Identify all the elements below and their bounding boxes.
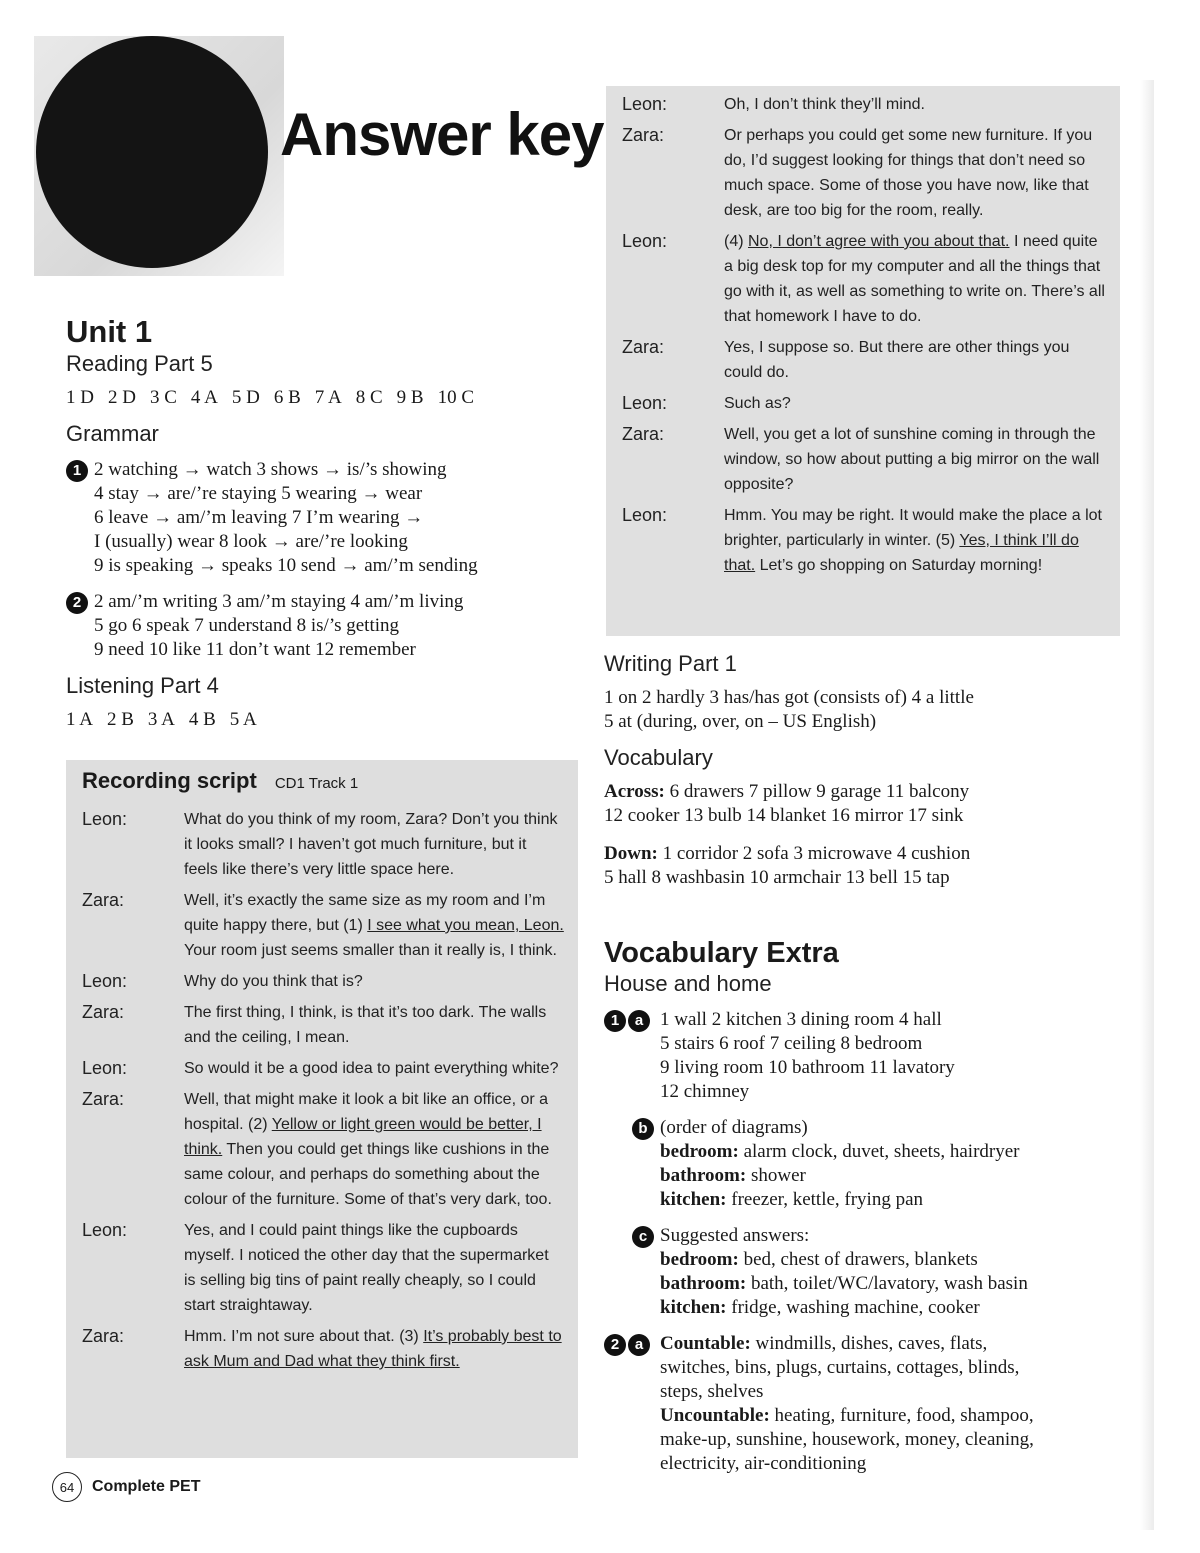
- recording-script-heading: [82, 764, 564, 801]
- vocab-extra-exercise-1c: [632, 1224, 1124, 1320]
- answer-item: 1 A: [66, 709, 93, 730]
- dialogue-text: [724, 422, 1106, 497]
- dialogue-text-part: (4): [724, 233, 748, 250]
- answer-item: 5 D: [231, 387, 260, 408]
- page-edge-shadow: [1140, 80, 1154, 1530]
- answer-item: 10 C: [437, 387, 475, 408]
- answer-text: 1 corridor 2 sofa 3 microwave 4 cushion: [662, 843, 971, 864]
- answer-item: 5 A: [229, 709, 257, 730]
- dialogue-text: [184, 1087, 564, 1212]
- dialogue-line: [82, 1056, 564, 1081]
- dialogue-text-part: Well, it’s exactly the same size as my room and I’m quite happy there, but (1): [184, 892, 546, 934]
- vocabulary-across: [604, 780, 1124, 828]
- dialogue-text: [724, 503, 1106, 578]
- dialogue-line: [82, 1000, 564, 1050]
- page-footer: [52, 1472, 200, 1502]
- dialogue-text-part: Let’s go shopping on Saturday morning!: [755, 557, 1043, 574]
- exercise-letter-badge: b: [632, 1118, 654, 1140]
- unit-title: Unit 1: [66, 314, 153, 349]
- vocabulary-extra-title: Vocabulary Extra: [604, 937, 839, 969]
- answer-item: 1 D: [66, 387, 94, 408]
- speaker-label: Leon:: [82, 1220, 128, 1240]
- dialogue-text-part: Yes, and I could paint things like the cupboards myself. I noticed the other day that the supermarket is selling big tins of paint really cheaply, so I could start straightaway.: [184, 1222, 549, 1314]
- answer-line: electricity, air-conditioning: [660, 1453, 867, 1474]
- dialogue-line: [82, 1087, 564, 1212]
- listening-heading: Listening Part 4: [66, 673, 219, 698]
- dialogue-text: [184, 1324, 564, 1374]
- dialogue-text: [724, 391, 1106, 416]
- dialogue-text-part: What do you think of my room, Zara? Don’t you think it looks small? I haven’t got much furniture, but it feels like there’s very little space here.: [184, 811, 558, 878]
- answer-line: [660, 1164, 1124, 1188]
- answer-line: (order of diagrams): [660, 1117, 808, 1138]
- dialogue-text-part: Hmm. I’m not sure about that. (3): [184, 1328, 424, 1345]
- room-label: bedroom:: [660, 1141, 739, 1162]
- dialogue-text-part: Well, you get a lot of sunshine coming in through the window, so how about putting a big mirror on the wall opposite?: [724, 426, 1100, 493]
- room-label: bathroom:: [660, 1273, 747, 1294]
- underlined-answer: It’s probably best to ask Mum and Dad what they think first.: [184, 1328, 562, 1370]
- down-label: Down:: [604, 843, 658, 864]
- room-label: bedroom:: [660, 1249, 739, 1270]
- exercise-number-badge: 2: [604, 1334, 626, 1356]
- answer-line: 5 go 6 speak 7 understand 8 is/’s getting: [94, 615, 400, 636]
- answer-line: 2 am/’m writing 3 am/’m staying 4 am/’m living: [94, 591, 464, 612]
- dialogue-text-part: Why do you think that is?: [184, 973, 363, 990]
- room-label: bathroom:: [660, 1165, 747, 1186]
- speaker-label: Leon:: [622, 393, 668, 413]
- answer-item: 6 B: [273, 387, 301, 408]
- vocab-extra-exercise-2a: [604, 1332, 1124, 1476]
- reading-answers: [66, 386, 586, 410]
- answer-line: [604, 780, 1124, 804]
- speaker-label: Zara:: [622, 424, 665, 444]
- exercise-number-badge: 1: [66, 460, 88, 482]
- writing-heading: Writing Part 1: [604, 651, 737, 676]
- vocabulary-heading: Vocabulary: [604, 745, 713, 770]
- answer-line: 1 wall 2 kitchen 3 dining room 4 hall: [660, 1009, 942, 1030]
- answer-line: Suggested answers:: [660, 1225, 810, 1246]
- answer-line: 5 hall 8 washbasin 10 armchair 13 bell 15 tap: [604, 867, 950, 888]
- book-title: Complete PET: [92, 1478, 201, 1495]
- across-label: Across:: [604, 781, 665, 802]
- answer-line: make-up, sunshine, housework, money, cleaning,: [660, 1429, 1034, 1450]
- answer-line: [660, 1188, 1124, 1212]
- script-lines: [82, 807, 564, 1374]
- room-label: kitchen:: [660, 1189, 727, 1210]
- script-title: Recording script: [82, 768, 257, 793]
- dialogue-text-part: Hmm. You may be right. It would make the place a lot brighter, particularly in winter. (5): [724, 507, 1102, 549]
- underlined-answer: Yellow or light green would be better, I think.: [184, 1116, 542, 1158]
- vocab-extra-exercise-1b: [632, 1116, 1124, 1212]
- dialogue-line: [82, 888, 564, 963]
- answer-line: [660, 1140, 1124, 1164]
- answer-text: alarm clock, duvet, sheets, hairdryer: [738, 1141, 1020, 1162]
- answer-line: 5 stairs 6 roof 7 ceiling 8 bedroom: [660, 1033, 923, 1054]
- answer-line: 6 leave → am/’m leaving 7 I’m wearing →: [94, 507, 424, 528]
- left-column: [66, 314, 586, 732]
- exercise-letter-badge: a: [628, 1010, 650, 1032]
- grammar-exercise-2: [66, 590, 586, 662]
- speaker-label: Leon:: [622, 94, 668, 114]
- countable-label: Countable:: [660, 1333, 751, 1354]
- dialogue-text: [724, 92, 1106, 117]
- dialogue-line: [82, 1218, 564, 1318]
- dialogue-line: [622, 422, 1106, 497]
- dialogue-text-part: Or perhaps you could get some new furniture. If you do, I’d suggest looking for things that don’t need so much space. Some of those you have now, like that desk, are too big for the room, really.: [724, 127, 1093, 219]
- answer-line: I (usually) wear 8 look → are/’re looking: [94, 531, 408, 552]
- answer-line: [660, 1272, 1124, 1296]
- dialogue-text-part: Yes, I suppose so. But there are other things you could do.: [724, 339, 1070, 381]
- answer-line: 2 watching → watch 3 shows → is/’s showing: [94, 459, 447, 480]
- answer-item: 4 B: [188, 709, 216, 730]
- answer-line: 1 on 2 hardly 3 has/has got (consists of) 4 a little: [604, 687, 974, 708]
- dialogue-line: [82, 1324, 564, 1374]
- exercise-number-badge: 2: [66, 592, 88, 614]
- answer-line: 9 living room 10 bathroom 11 lavatory: [660, 1057, 955, 1078]
- underlined-answer: I see what you mean, Leon.: [367, 917, 564, 934]
- answer-line: 4 stay → are/’re staying 5 wearing → wear: [94, 483, 423, 504]
- answer-line: [660, 1248, 1124, 1272]
- answer-line: steps, shelves: [660, 1381, 764, 1402]
- vocab-extra-exercise-1a: [604, 1008, 1124, 1104]
- answer-line: 12 chimney: [660, 1081, 750, 1102]
- dialogue-text-part: So would it be a good idea to paint everything white?: [184, 1060, 559, 1077]
- dialogue-text: [184, 888, 564, 963]
- reading-heading: Reading Part 5: [66, 351, 213, 376]
- dialogue-text: [184, 969, 564, 994]
- exercise-letter-badge: c: [632, 1226, 654, 1248]
- dialogue-text-part: The first thing, I think, is that it’s too dark. The walls and the ceiling, I mean.: [184, 1004, 547, 1046]
- answer-line: [604, 842, 1124, 866]
- answer-item: 9 B: [396, 387, 424, 408]
- answer-text: bed, chest of drawers, blankets: [738, 1249, 978, 1270]
- dialogue-line: [622, 391, 1106, 416]
- dialogue-text-part: I need quite a big desk top for my computer and all the things that go with it, as well as something to write on. There’s all that homework I have to do.: [724, 233, 1105, 325]
- answer-item: 7 A: [314, 387, 342, 408]
- page-title: Answer key: [280, 101, 604, 168]
- answer-text: fridge, washing machine, cooker: [726, 1297, 980, 1318]
- speaker-label: Leon:: [82, 971, 128, 991]
- speaker-label: Zara:: [82, 1089, 125, 1109]
- speaker-label: Zara:: [82, 1002, 125, 1022]
- dialogue-line: [622, 229, 1106, 329]
- right-column: [604, 650, 1124, 1476]
- dialogue-text: [724, 229, 1106, 329]
- speaker-label: Leon:: [82, 809, 128, 829]
- dialogue-text: [184, 1056, 564, 1081]
- listening-answers: [66, 708, 586, 732]
- answer-item: 3 A: [147, 709, 175, 730]
- answer-text: bath, toilet/WC/lavatory, wash basin: [746, 1273, 1028, 1294]
- recording-script-box: [66, 760, 578, 1458]
- dialogue-text: [724, 335, 1106, 385]
- answer-text: freezer, kettle, frying pan: [726, 1189, 924, 1210]
- page-number: 64: [52, 1472, 82, 1502]
- grammar-heading: Grammar: [66, 421, 159, 446]
- dialogue-line: [622, 503, 1106, 578]
- decorative-circle: [36, 36, 268, 268]
- answer-line: 5 at (during, over, on – US English): [604, 711, 877, 732]
- speaker-label: Zara:: [82, 1326, 125, 1346]
- uncountable-label: Uncountable:: [660, 1405, 770, 1426]
- dialogue-text: [184, 1218, 564, 1318]
- script-lines-continued: [622, 92, 1106, 578]
- answer-text: windmills, dishes, caves, flats,: [750, 1333, 988, 1354]
- answer-item: 4 A: [190, 387, 218, 408]
- exercise-number-badge: 1: [604, 1010, 626, 1032]
- vocabulary-down: [604, 842, 1124, 890]
- answer-line: switches, bins, plugs, curtains, cottages, blinds,: [660, 1357, 1020, 1378]
- answer-line: 12 cooker 13 bulb 14 blanket 16 mirror 17 sink: [604, 805, 964, 826]
- room-label: kitchen:: [660, 1297, 727, 1318]
- dialogue-text: [724, 123, 1106, 223]
- dialogue-line: [82, 807, 564, 882]
- answer-item: 2 B: [106, 709, 134, 730]
- dialogue-line: [622, 92, 1106, 117]
- answer-line: [660, 1404, 1124, 1428]
- underlined-answer: Yes, I think I’ll do that.: [724, 532, 1079, 574]
- underlined-answer: No, I don’t agree with you about that.: [748, 233, 1010, 250]
- recording-script-continued-box: [606, 86, 1120, 636]
- answer-line: [660, 1332, 1124, 1356]
- dialogue-text-part: Well, that might make it look a bit like an office, or a hospital. (2): [184, 1091, 549, 1133]
- speaker-label: Leon:: [622, 231, 668, 251]
- answer-line: 9 need 10 like 11 don’t want 12 remember: [94, 639, 416, 660]
- dialogue-text-part: Such as?: [724, 395, 791, 412]
- vocabulary-extra-subtitle: House and home: [604, 971, 772, 996]
- answer-text: 6 drawers 7 pillow 9 garage 11 balcony: [669, 781, 970, 802]
- answer-line: [660, 1296, 1124, 1320]
- dialogue-text-part: Then you could get things like cushions in the same colour, and perhaps do something about the colour of the furniture. Some of that’s very dark, too.: [184, 1141, 552, 1208]
- track-label: CD1 Track 1: [274, 775, 359, 792]
- speaker-label: Leon:: [622, 505, 668, 525]
- speaker-label: Zara:: [82, 890, 125, 910]
- dialogue-text-part: Oh, I don’t think they’ll mind.: [724, 96, 925, 113]
- answer-item: 3 C: [149, 387, 177, 408]
- dialogue-text-part: Your room just seems smaller than it really is, I think.: [184, 942, 557, 959]
- dialogue-line: [622, 335, 1106, 385]
- speaker-label: Leon:: [82, 1058, 128, 1078]
- speaker-label: Zara:: [622, 125, 665, 145]
- dialogue-text: [184, 807, 564, 882]
- dialogue-text: [184, 1000, 564, 1050]
- answer-text: heating, furniture, food, shampoo,: [769, 1405, 1034, 1426]
- answer-item: 2 D: [107, 387, 136, 408]
- dialogue-line: [82, 969, 564, 994]
- dialogue-line: [622, 123, 1106, 223]
- exercise-letter-badge: a: [628, 1334, 650, 1356]
- writing-answers: [604, 686, 1124, 734]
- answer-line: 9 is speaking → speaks 10 send → am/’m sending: [94, 555, 478, 576]
- grammar-exercise-1: [66, 458, 586, 578]
- answer-item: 8 C: [355, 387, 383, 408]
- speaker-label: Zara:: [622, 337, 665, 357]
- answer-text: shower: [746, 1165, 806, 1186]
